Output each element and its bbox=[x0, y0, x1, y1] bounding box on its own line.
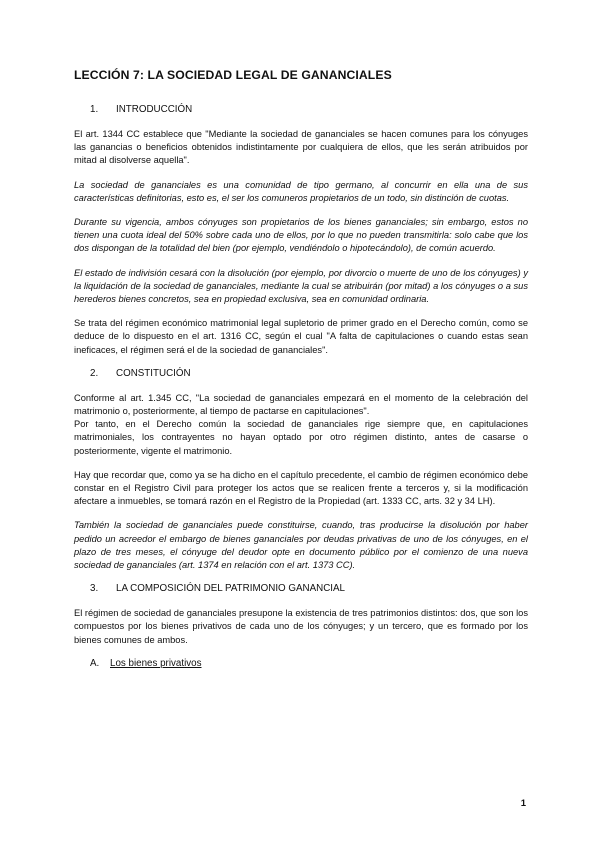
section-heading bbox=[74, 583, 528, 594]
document-title: LECCIÓN 7: LA SOCIEDAD LEGAL DE GANANCIALES bbox=[74, 68, 392, 82]
paragraph-text: Conforme al art. 1.345 CC, "La sociedad de gananciales empezará en el momento de la celebración del matrimonio o, posteriormente, al tiempo de pactarse en capitulaciones". bbox=[74, 392, 528, 417]
paragraph bbox=[74, 267, 528, 307]
paragraph-text: La sociedad de gananciales es una comunidad de tipo germano, al concurrir en ella una de sus características definitorias, esto es, el ser los comuneros propietarios de un todo, sin distinción de cuotas. bbox=[74, 179, 528, 203]
paragraph-text: El art. 1344 CC establece que "Mediante la sociedad de gananciales se hacen comunes para los cónyuges las ganancias o beneficios obtenidos indistintamente por cualquiera de ellos, que les serán atribuidos por mitad al disolverse aquella". bbox=[74, 129, 528, 166]
subsection-letter: A. bbox=[90, 657, 100, 669]
paragraph bbox=[74, 607, 528, 647]
paragraph bbox=[74, 216, 528, 256]
paragraph bbox=[74, 469, 528, 509]
paragraph-text: Durante su vigencia, ambos cónyuges son propietarios de los bienes gananciales; sin embargo, estos no tienen una cuota ideal del 50% sobre cada uno de ellos, por lo que no pueden transmitirla: solo cabe que los dos dispongan de la totalidad del bien (por ejemplo, vendiéndolo o hipotecándolo), de común acuerdo. bbox=[74, 217, 528, 254]
paragraph-text: El régimen de sociedad de gananciales presupone la existencia de tres patrimonios distintos: dos, que son los compuestos por los bienes privativos de cada uno de los cónyuges; y un tercero, que es formado por los bienes comunes de ambos. bbox=[74, 608, 528, 645]
paragraph-text: Por tanto, en el Derecho común la sociedad de gananciales rige siempre que, en capitulaciones matrimoniales, los contrayentes no hayan optado por otro régimen distinto, antes de casarse o posteriormente, vigente el matrimonio. bbox=[74, 419, 528, 456]
paragraph bbox=[74, 128, 528, 168]
subsection-title: Los bienes privativos bbox=[110, 657, 202, 669]
paragraph-text: También la sociedad de gananciales puede constituirse, cuando, tras producirse la disolución por haber pedido un acreedor el embargo de bienes gananciales por deudas privativas de uno de los cónyuges, en el plazo de tres meses, el cónyuge del deudor opte en documento público por el comienzo de una nueva sociedad de gananciales (art. 1374 en relación con el art. 1373 CC). bbox=[74, 520, 528, 571]
section-number: 1. bbox=[90, 104, 99, 115]
section-number: 3. bbox=[90, 583, 99, 595]
paragraph-text: Se trata del régimen económico matrimonial legal supletorio de primer grado en el Derecho común, como se deduce de lo dispuesto en el art. 1316 CC, según el cual "A falta de capitulaciones o cuando estas sean ineficaces, el régimen será el de la sociedad de gananciales". bbox=[74, 318, 528, 355]
paragraph bbox=[74, 179, 528, 205]
section-heading bbox=[74, 104, 528, 115]
section-title: LA COMPOSICIÓN DEL PATRIMONIO GANANCIAL bbox=[116, 583, 345, 595]
page-number: 1 bbox=[520, 798, 526, 809]
document-body bbox=[74, 68, 528, 669]
section-title: INTRODUCCIÓN bbox=[116, 104, 193, 115]
subsection-heading bbox=[74, 658, 528, 669]
sections-container bbox=[74, 104, 528, 647]
section-title: CONSTITUCIÓN bbox=[116, 367, 191, 379]
paragraph bbox=[74, 392, 528, 458]
paragraph bbox=[74, 519, 528, 572]
paragraph bbox=[74, 317, 528, 357]
paragraph-text: El estado de indivisión cesará con la disolución (por ejemplo, por divorcio o muerte de uno de los cónyuges) y la liquidación de la sociedad de gananciales, mediante la cual se atribuirán (por mitad) a los cónyuges o a sus herederos bienes concretos, sea en propiedad exclusiva, sea en comunidad ordinaria. bbox=[74, 267, 528, 305]
section-number: 2. bbox=[90, 367, 99, 379]
paragraph-text: Hay que recordar que, como ya se ha dicho en el capítulo precedente, el cambio de régimen económico debe constar en el Registro Civil para proteger los actos que se realicen frente a terceros y, si la modificación afectare a inmuebles, se tomará razón en el Registro de la Propiedad (art. 1333 CC, arts. 32 y 34 LH). bbox=[74, 469, 528, 507]
section-heading bbox=[74, 368, 528, 379]
